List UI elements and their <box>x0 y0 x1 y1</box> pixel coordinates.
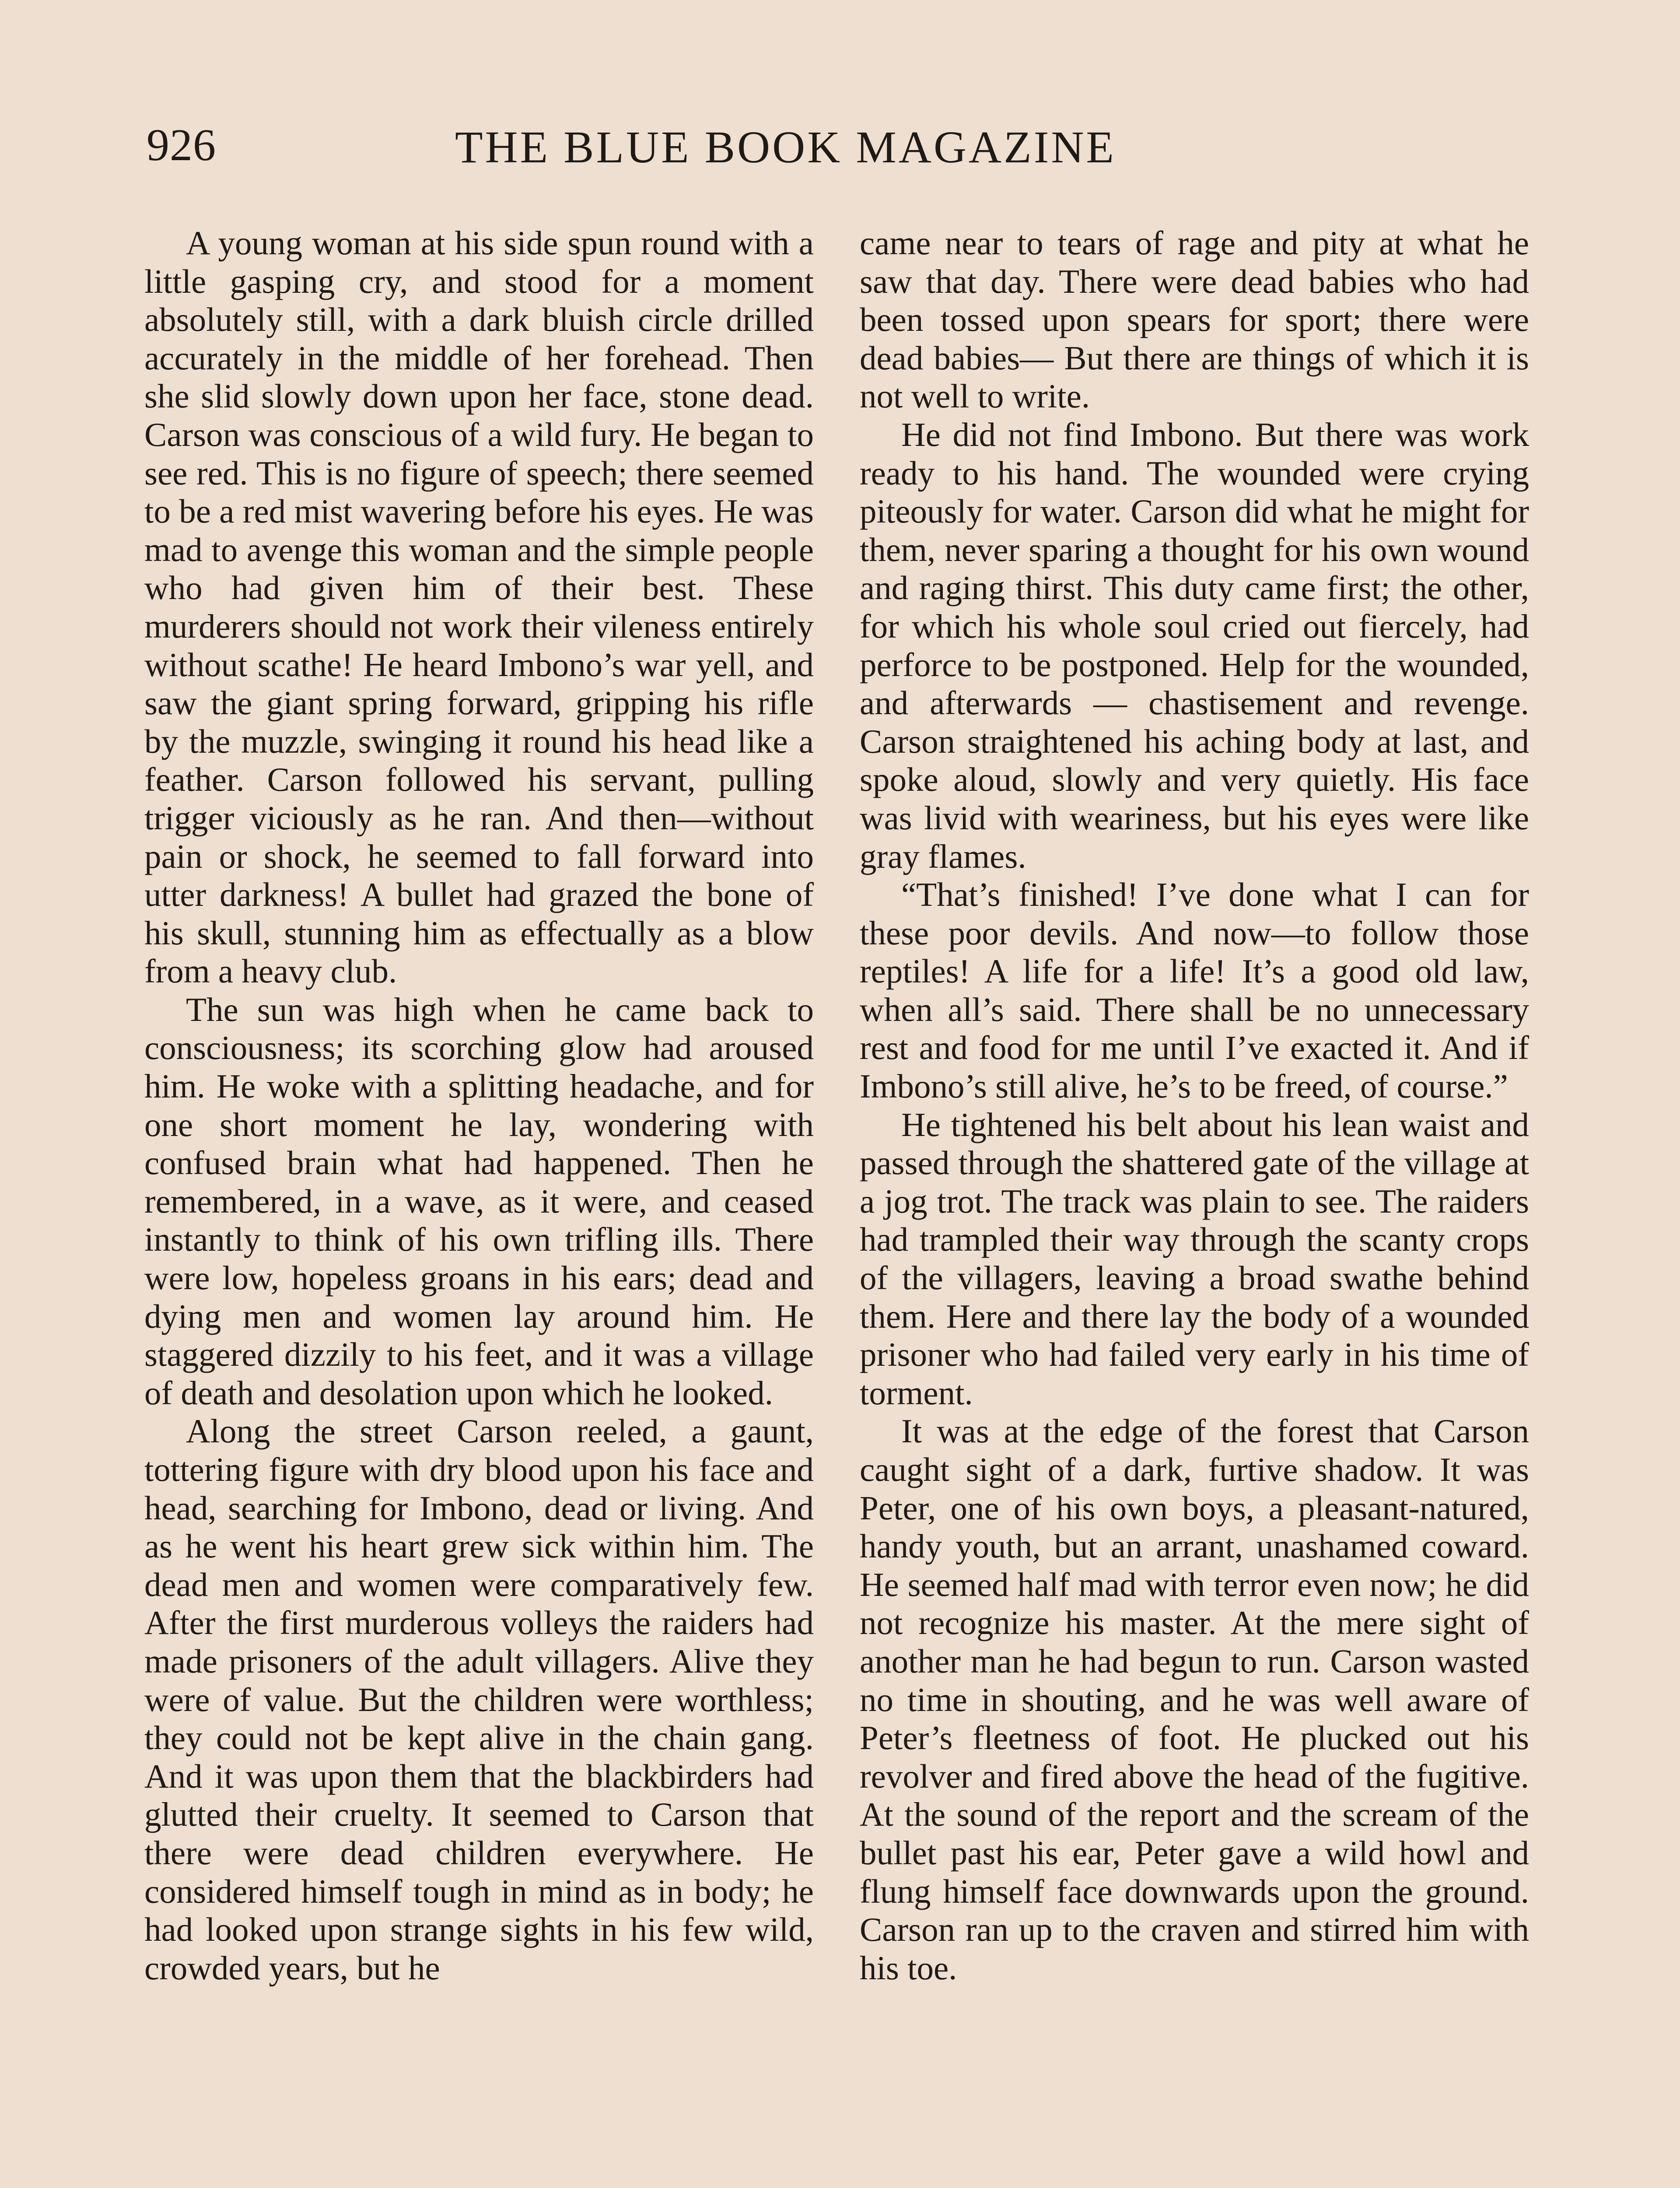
left-column <box>144 224 814 1987</box>
paragraph: A young woman at his side spun round with a little gasping cry, and stood for a moment absolutely still, with a dark bluish circle drilled accurately in the middle of her forehead. Then she slid slowly down upon her face, stone dead. Carson was conscious of a wild fury. He began to see red. This is no figure of speech; there seemed to be a red mist wavering before his eyes. He was mad to avenge this woman and the simple people who had given him of their best. These murderers should not work their vileness entirely without scathe! He heard Imbono’s war yell, and saw the giant spring forward, gripping his rifle by the muzzle, swinging it round his head like a feather. Carson followed his servant, pulling trigger viciously as he ran. And then—without pain or shock, he seemed to fall forward into utter darkness! A bullet had grazed the bone of his skull, stunning him as effectually as a blow from a heavy club. <box>144 224 814 990</box>
paragraph: Along the street Carson reeled, a gaunt, tottering figure with dry blood upon his face and head, searching for Imbono, dead or living. And as he went his heart grew sick within him. The dead men and women were comparatively few. After the first murderous volleys the raiders had made prisoners of the adult villagers. Alive they were of value. But the children were worthless; they could not be kept alive in the chain gang. And it was upon them that the blackbirders had glutted their cruelty. It seemed to Carson that there were dead children everywhere. He considered himself tough in mind as in body; he had looked upon strange sights in his few wild, crowded years, but he <box>144 1412 814 1987</box>
paragraph: He did not find Imbono. But there was work ready to his hand. The wounded were crying piteously for water. Carson did what he might for them, never sparing a thought for his own wound and raging thirst. This duty came first; the other, for which his whole soul cried out fiercely, had perforce to be postponed. Help for the wounded, and afterwards — chastisement and revenge. Carson straightened his aching body at last, and spoke aloud, slowly and very quietly. His face was livid with weariness, but his eyes were like gray flames. <box>860 415 1529 875</box>
right-column <box>860 224 1529 1987</box>
paragraph-continuation: came near to tears of rage and pity at what he saw that day. There were dead babies who had been tossed upon spears for sport; there were dead babies— But there are things of which it is not well to write. <box>860 224 1529 415</box>
page-number: 926 <box>147 120 216 170</box>
paragraph: The sun was high when he came back to consciousness; its scorching glow had aroused him. He woke with a splitting headache, and for one short moment he lay, wondering with confused brain what had happened. Then he remembered, in a wave, as it were, and ceased instantly to think of his own trifling ills. There were low, hopeless groans in his ears; dead and dying men and women lay around him. He staggered dizzily to his feet, and it was a village of death and desolation upon which he looked. <box>144 990 814 1412</box>
magazine-title: THE BLUE BOOK MAGAZINE <box>455 122 1116 172</box>
paragraph: It was at the edge of the forest that Carson caught sight of a dark, furtive shadow. It was Peter, one of his own boys, a pleasant-natured, handy youth, but an arrant, unashamed coward. He seemed half mad with terror even now; he did not recognize his master. At the mere sight of another man he had begun to run. Carson wasted no time in shouting, and he was well aware of Peter’s fleetness of foot. He plucked out his revolver and fired above the head of the fugitive. At the sound of the report and the scream of the bullet past his ear, Peter gave a wild howl and flung himself face downwards upon the ground. Carson ran up to the craven and stirred him with his toe. <box>860 1412 1529 1987</box>
paragraph: “That’s finished! I’ve done what I can for these poor devils. And now—to follow those reptiles! A life for a life! It’s a good old law, when all’s said. There shall be no unnecessary rest and food for me until I’ve exacted it. And if Imbono’s still alive, he’s to be freed, of course.” <box>860 876 1529 1105</box>
paragraph: He tightened his belt about his lean waist and passed through the shattered gate of the village at a jog trot. The track was plain to see. The raiders had trampled their way through the scanty crops of the villagers, leaving a broad swathe behind them. Here and there lay the body of a wounded prisoner who had failed very early in his time of torment. <box>860 1105 1529 1412</box>
